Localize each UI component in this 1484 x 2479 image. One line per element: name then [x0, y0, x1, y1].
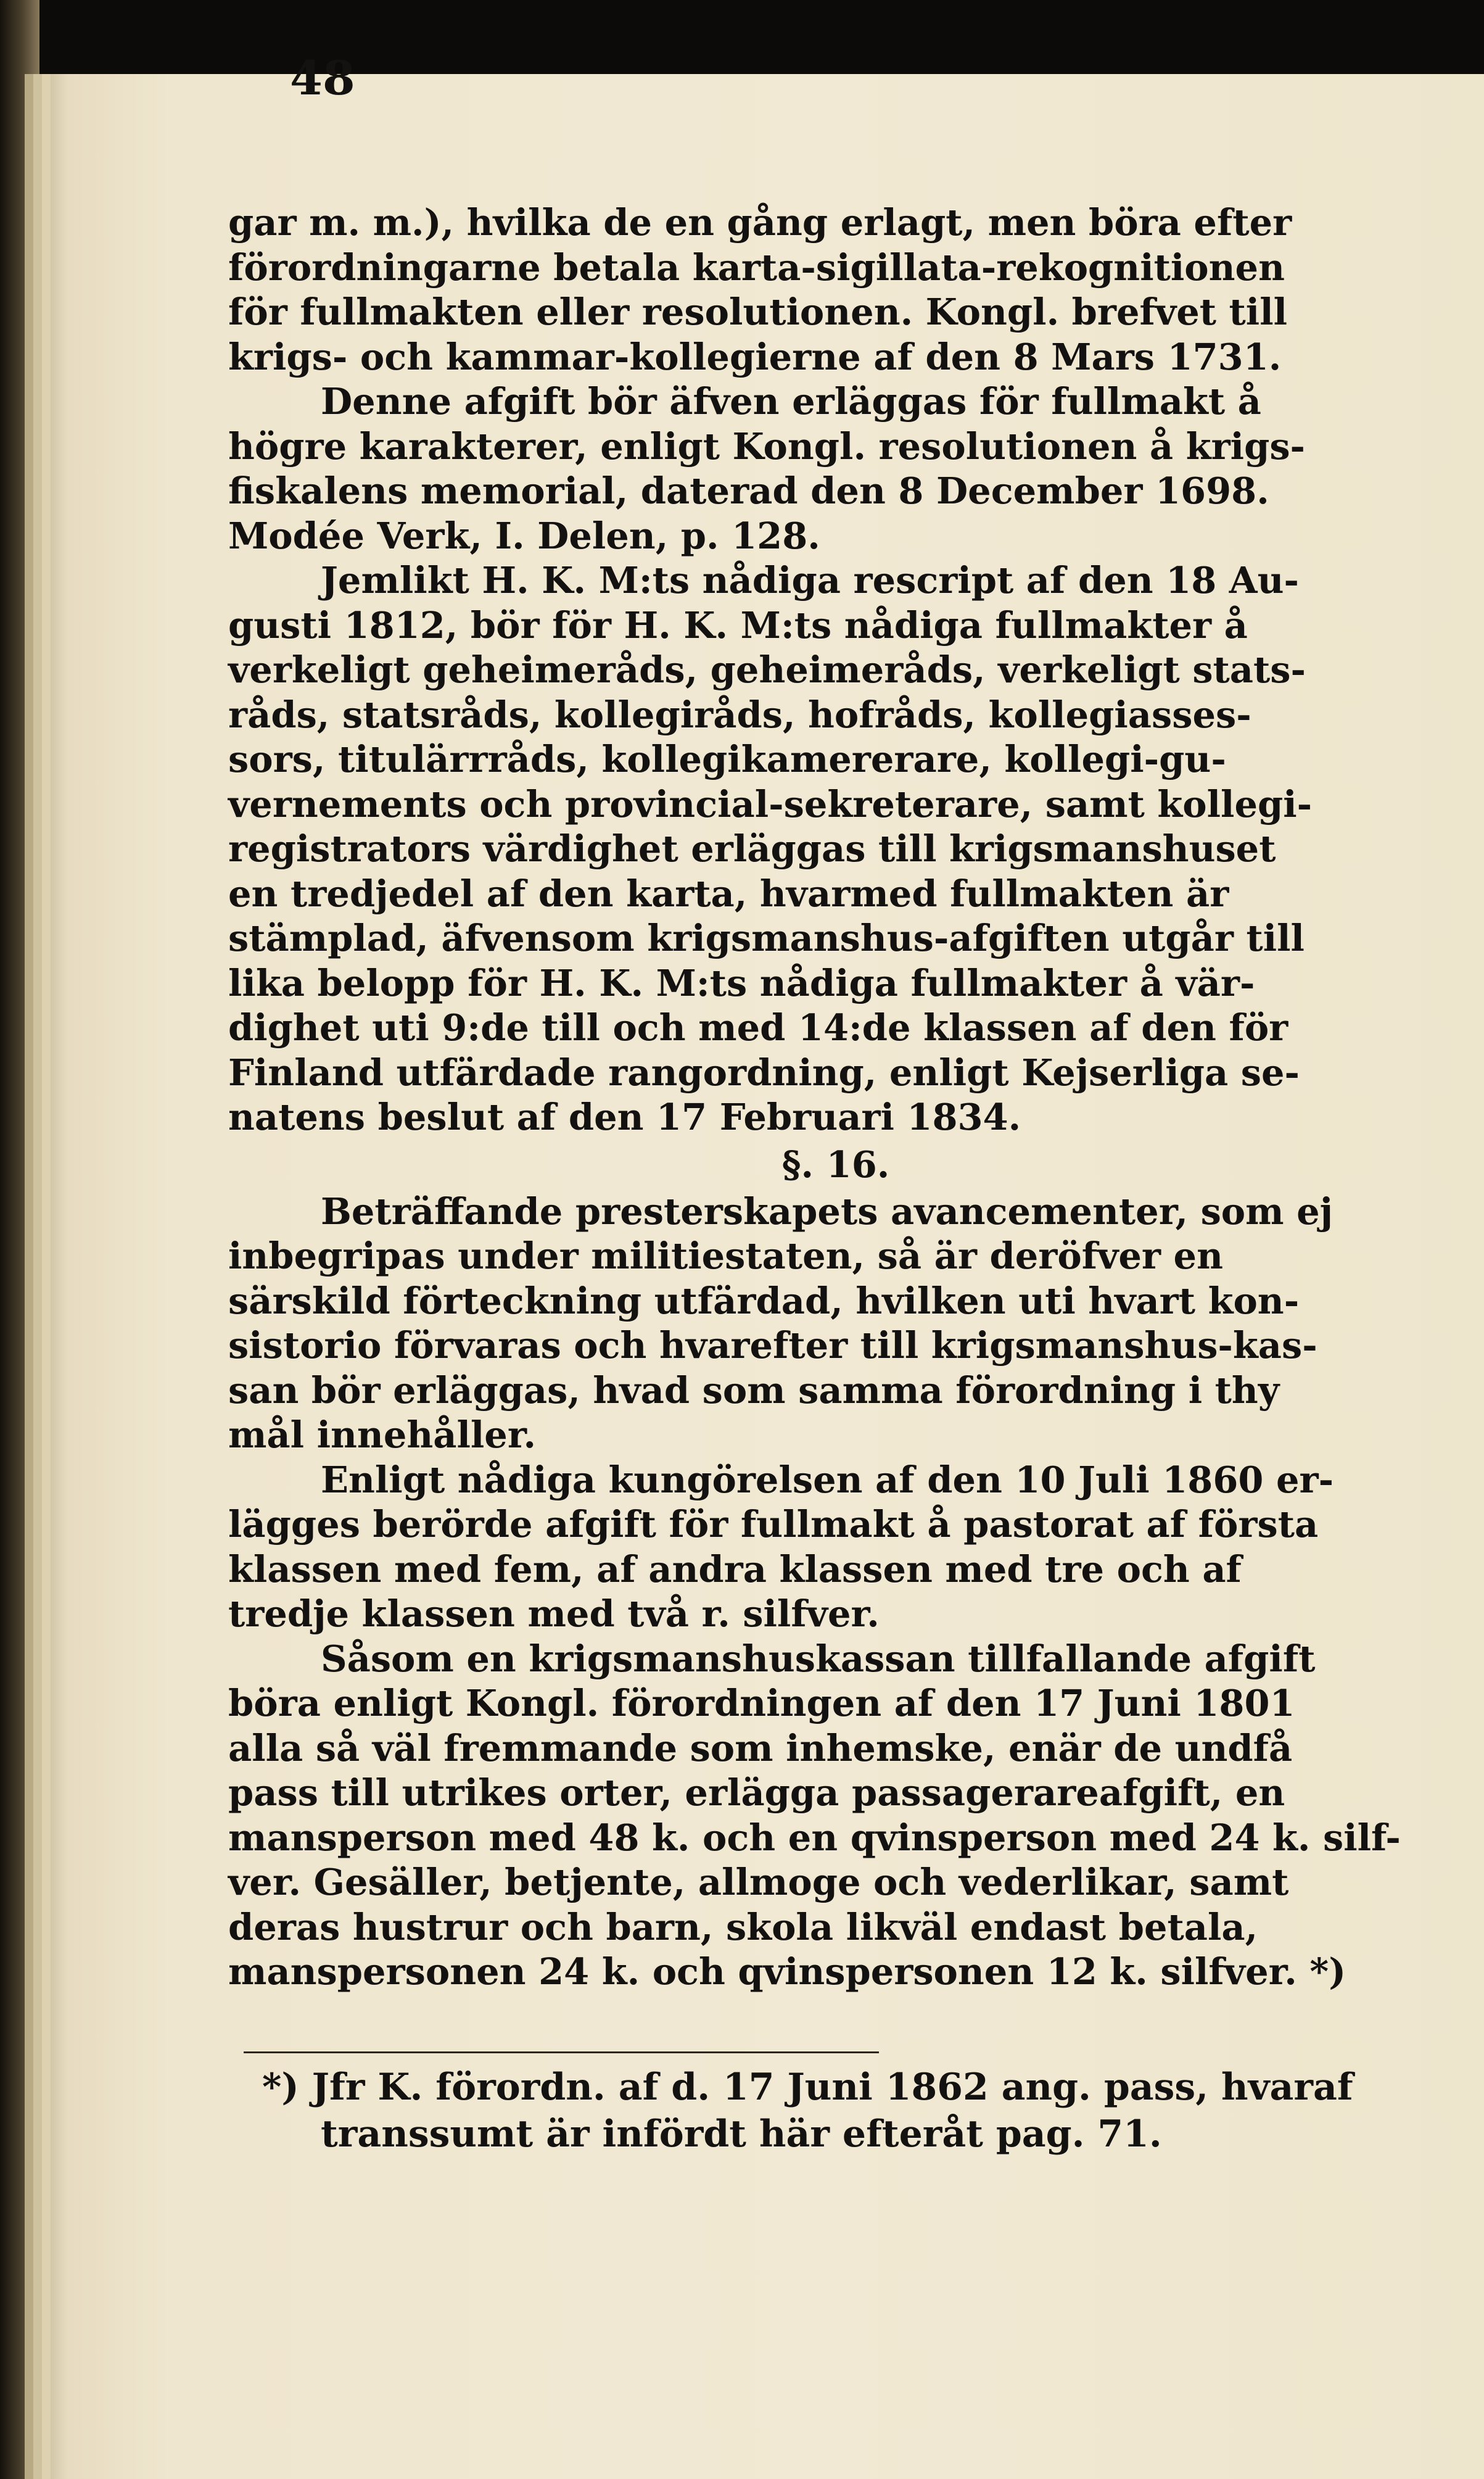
text-line: Enligt nådiga kungörelsen af den 10 Juli 1860 er- [321, 1458, 1334, 1501]
text-line: registrators värdighet erläggas till krigsmanshuset [228, 827, 1276, 870]
text-line: pass till utrikes orter, erlägga passagerareafgift, en [228, 1771, 1285, 1814]
body-text [228, 201, 1443, 1995]
section-heading: §. 16. [781, 1143, 890, 1186]
text-line: lika belopp för H. K. M:ts nådiga fullmakter å vär- [228, 961, 1255, 1004]
text-line: deras hustrur och barn, skola likväl endast betala, [228, 1905, 1258, 1948]
text-line: Jemlikt H. K. M:ts nådiga rescript af den 18 Au- [321, 559, 1299, 602]
text-line: lägges berörde afgift för fullmakt å pastorat af första [228, 1503, 1319, 1546]
text-line: mål innehåller. [228, 1413, 537, 1456]
text-line: sors, titulärrråds, kollegikamererare, kollegi-gu- [228, 738, 1226, 780]
footnote-separator [244, 2051, 879, 2053]
footnote-line: *) Jfr K. förordn. af d. 17 Juni 1862 ang. pass, hvaraf [262, 2066, 1353, 2109]
text-line: Denne afgift bör äfven erläggas för fullmakt å [321, 380, 1261, 423]
text-line: särskild förteckning utfärdad, hvilken uti hvart kon- [228, 1279, 1300, 1322]
text-line: verkeligt geheimeråds, geheimeråds, verkeligt stats- [228, 648, 1306, 691]
footnote [262, 2064, 1446, 2158]
text-line: gar m. m.), hvilka de en gång erlagt, men böra efter [228, 201, 1292, 244]
text-line: högre karakterer, enligt Kongl. resolutionen å krigs- [228, 424, 1306, 468]
text-line: ver. Gesäller, betjente, allmoge och vederlikar, samt [228, 1861, 1289, 1903]
text-line: gusti 1812, bör för H. K. M:ts nådiga fullmakter å [228, 603, 1248, 647]
footnote-line: transsumt är infördt här efteråt pag. 71. [321, 2113, 1162, 2156]
page-edge [33, 74, 42, 2479]
text-line: inbegripas under militiestaten, så är deröfver en [228, 1235, 1223, 1277]
text-line: stämplad, äfvensom krigsmanshus-afgiften utgår till [228, 917, 1305, 959]
text-line: manspersonen 24 k. och qvinspersonen 12 k. silfver. *) [228, 1950, 1346, 1993]
text-line: san bör erläggas, hvad som samma förordning i thy [228, 1368, 1280, 1412]
text-line: klassen med fem, af andra klassen med tre och af [228, 1547, 1242, 1591]
text-line: Såsom en krigsmanshuskassan tillfallande afgift [321, 1637, 1316, 1680]
text-line: vernements och provincial-sekreterare, samt kollegi- [228, 782, 1313, 826]
text-line: Finland utfärdade rangordning, enligt Kejserliga se- [228, 1051, 1300, 1094]
text-line: natens beslut af den 17 Februari 1834. [228, 1096, 1021, 1138]
text-line: böra enligt Kongl. förordningen af den 17 Juni 1801 [228, 1682, 1295, 1724]
text-line: för fullmakten eller resolutionen. Kongl. brefvet till [228, 291, 1288, 333]
text-line: förordningarne betala karta-sigillata-rekognitionen [228, 246, 1285, 289]
text-line: Modée Verk, I. Delen, p. 128. [228, 514, 820, 557]
text-line: Beträffande presterskapets avancementer, som ej [321, 1190, 1333, 1233]
text-line: råds, statsråds, kollegiråds, hofråds, kollegiasses- [228, 693, 1251, 736]
text-line: krigs- och kammar-kollegierne af den 8 Mars 1731. [228, 335, 1282, 378]
text-line: sistorio förvaras och hvarefter till krigsmanshus-kas- [228, 1324, 1317, 1367]
page-number: 48 [290, 51, 355, 106]
text-line: alla så väl fremmande som inhemske, enär de undfå [228, 1726, 1293, 1769]
text-line: tredje klassen med två r. silfver. [228, 1592, 880, 1635]
text-line: mansperson med 48 k. och en qvinsperson med 24 k. silf- [228, 1816, 1401, 1859]
text-line: dighet uti 9:de till och med 14:de klassen af den för [228, 1006, 1288, 1049]
page-edge [25, 74, 33, 2479]
text-line: en tredjedel af den karta, hvarmed fullmakten är [228, 872, 1229, 915]
page-edge [42, 74, 51, 2479]
text-line: fiskalens memorial, daterad den 8 December 1698. [228, 470, 1269, 512]
